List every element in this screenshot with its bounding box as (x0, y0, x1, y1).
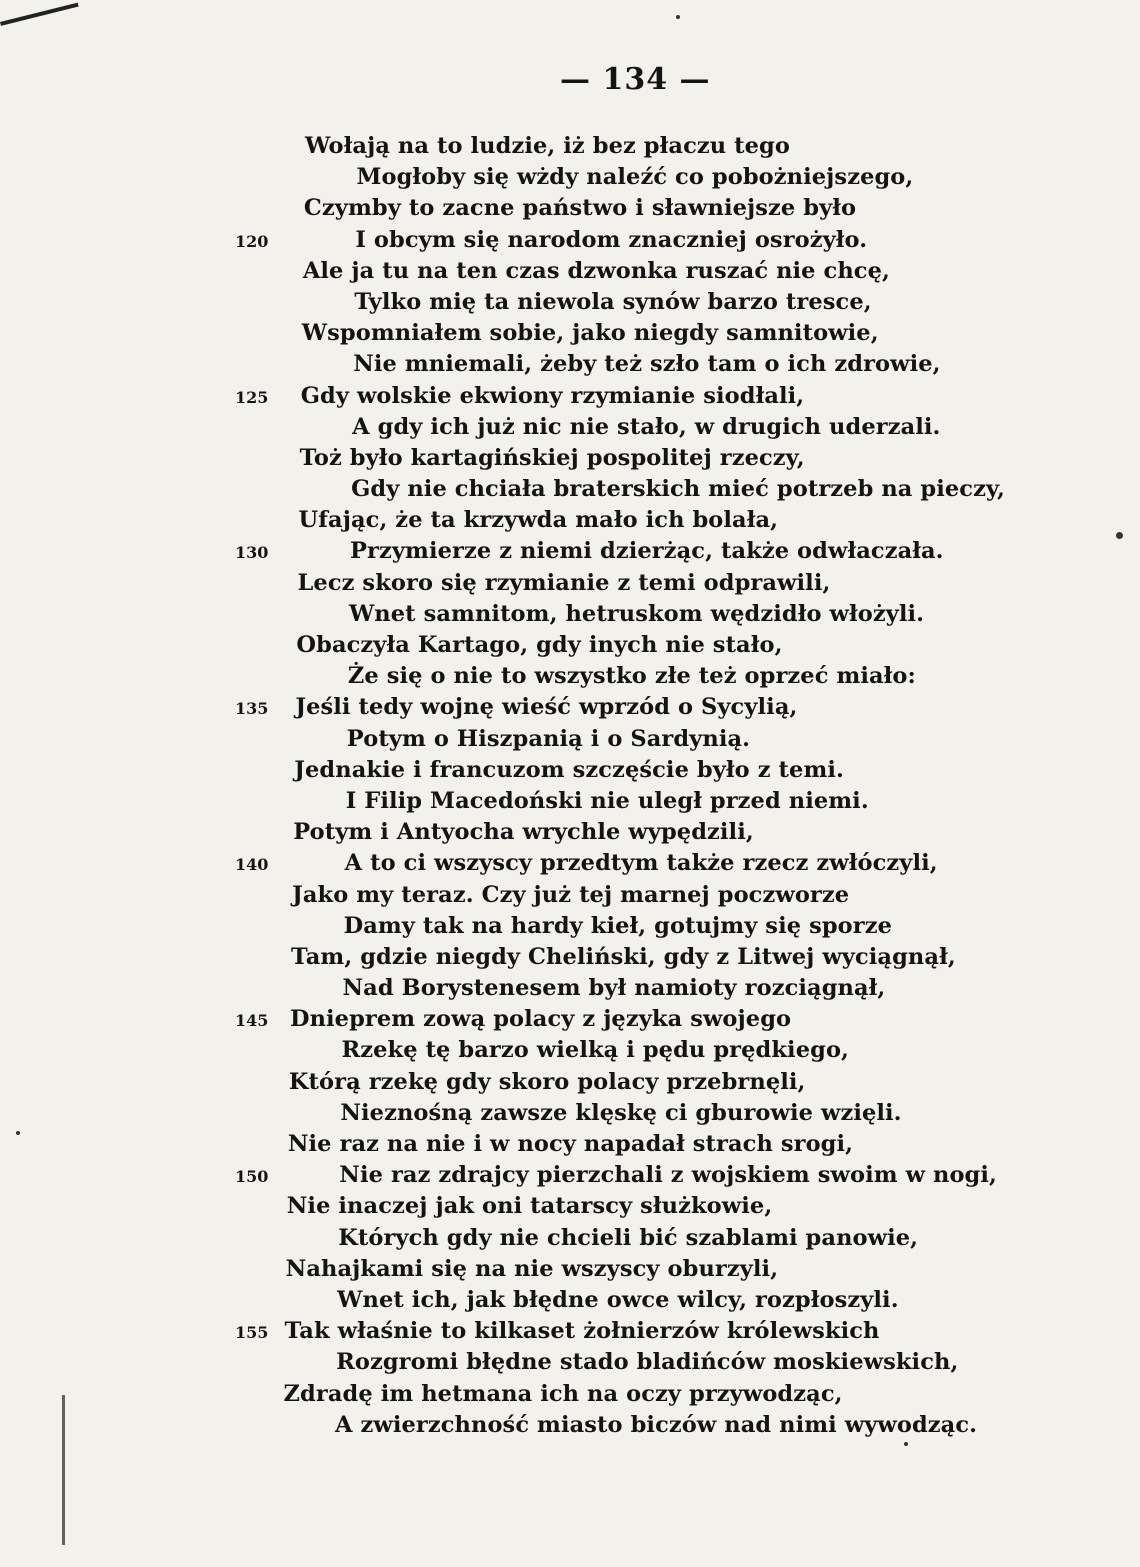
verse-text: Rozgromi błędne stado bladińców moskiewskich, (336, 1349, 959, 1376)
verse-text: Ale ja tu na ten czas dzwonka ruszać nie chcę, (302, 257, 890, 284)
poem-line (0, 381, 1140, 412)
poem-line (0, 661, 1140, 692)
poem-line (0, 162, 1140, 193)
verse-text: Gdy nie chciała braterskich mieć potrzeb na pieczy, (351, 476, 1005, 503)
verse-text: Ufając, że ta krzywda mało ich bolała, (298, 507, 779, 534)
verse-text: Tak właśnie to kilkaset żołnierzów królewskich (284, 1318, 880, 1345)
poem-line (0, 287, 1140, 318)
verse-text: Jeśli tedy wojnę wieść wprzód o Sycylią, (295, 694, 798, 721)
line-number: 130 (235, 543, 269, 563)
line-number: 125 (235, 387, 269, 407)
poem-line (0, 131, 1140, 162)
poem-line (0, 1379, 1140, 1410)
poem-line (0, 225, 1140, 256)
verse-text: Nahajkami się na nie wszyscy oburzyli, (285, 1255, 779, 1282)
verse-text: Rzekę tę barzo wielką i pędu prędkiego, (341, 1037, 849, 1064)
poem-line (0, 1347, 1140, 1378)
verse-text: Damy tak na hardy kieł, gotujmy się sporze (343, 912, 893, 939)
verse-text: Że się o nie to wszystko złe też oprzeć miało: (347, 663, 916, 690)
poem-line (0, 911, 1140, 942)
verse-text: A zwierzchność miasto biczów nad nimi wywodząc. (335, 1411, 978, 1438)
verse-text: Potym o Hiszpanią i o Sardynią. (346, 725, 751, 752)
verse-text: Nieznośną zawsze klęskę ci gburowie wzięli. (340, 1099, 902, 1126)
poem-line (0, 318, 1140, 349)
verse-text: Tam, gdzie niegdy Cheliński, gdy z Litwej wyciągnął, (291, 943, 956, 970)
verse-text: Potym i Antyocha wrychle wypędzili, (293, 819, 754, 846)
line-number: 135 (235, 699, 269, 719)
verse-text: Obaczyła Kartago, gdy inych nie stało, (296, 632, 783, 658)
verse-text: Mogłoby się wżdy naleźć co pobożniejszego, (356, 164, 914, 191)
verse-text: Nie mniemali, żeby też szło tam o ich zdrowie, (353, 351, 941, 378)
verse-text: Czymby to zacne państwo i sławniejsze było (303, 195, 857, 222)
poem-line (0, 1067, 1140, 1098)
line-number: 150 (235, 1167, 269, 1187)
line-number: 120 (235, 231, 269, 251)
poem-line (0, 1254, 1140, 1285)
verse-text: Wspomniałem sobie, jako niegdy samnitowie, (301, 320, 879, 347)
poem-line (0, 1098, 1140, 1129)
page-number-header: — 134 — (560, 62, 711, 97)
poem-line (0, 786, 1140, 817)
verse-text: I Filip Macedoński nie uległ przed niemi. (345, 787, 869, 814)
line-number: 140 (235, 855, 269, 875)
poem-line (0, 1410, 1140, 1441)
poem-line (0, 724, 1140, 755)
poem-line (0, 1160, 1140, 1191)
verse-text: Jednakie i francuzom szczęście było z temi. (294, 756, 844, 783)
line-number: 145 (235, 1011, 269, 1031)
poem-line (0, 256, 1140, 287)
poem-line (0, 412, 1140, 443)
poem-line (0, 349, 1140, 380)
scan-speck (676, 15, 680, 19)
poem-line (0, 692, 1140, 723)
verse-text: Wnet samnitom, hetruskom wędzidło włożyli. (348, 600, 925, 627)
verse-text: Przymierze z niemi dzierżąc, także odwłaczała. (350, 538, 944, 565)
poem-line (0, 568, 1140, 599)
poem-line (0, 848, 1140, 879)
poem-line (0, 1285, 1140, 1316)
poem-line (0, 973, 1140, 1004)
verse-text: Wnet ich, jak błędne owce wilcy, rozpłoszyli. (337, 1286, 899, 1313)
verse-text: Którą rzekę gdy skoro polacy przebrnęli, (288, 1068, 806, 1095)
verse-text: Toż było kartagińskiej pospolitej rzeczy, (299, 444, 805, 471)
verse-text: Jako my teraz. Czy już tej marnej poczworze (292, 881, 850, 908)
verse-text: A to ci wszyscy przedtym także rzecz zwłóczyli, (344, 850, 938, 877)
verse-text: A gdy ich już nic nie stało, w drugich uderzali. (352, 413, 941, 440)
verse-text: Których gdy nie chcieli bić szablami panowie, (338, 1224, 919, 1251)
poem-line (0, 630, 1140, 661)
verse-text: Wołają na to ludzie, iż bez płaczu tego (305, 133, 790, 159)
poem-line (0, 1316, 1140, 1347)
poem-line (0, 817, 1140, 848)
verse-text: Tylko mię ta niewola synów barzo tresce, (354, 288, 872, 315)
poem-line (0, 443, 1140, 474)
poem-line (0, 474, 1140, 505)
poem-line (0, 1035, 1140, 1066)
poem-text (0, 131, 1140, 1441)
poem-line (0, 755, 1140, 786)
line-number: 155 (235, 1323, 269, 1343)
poem-line (0, 599, 1140, 630)
verse-text: Zdradę im hetmana ich na oczy przywodząc, (283, 1380, 843, 1407)
poem-line (0, 505, 1140, 536)
poem-line (0, 1191, 1140, 1222)
verse-text: Nie inaczej jak oni tatarscy służkowie, (286, 1193, 773, 1220)
poem-line (0, 942, 1140, 973)
verse-text: Gdy wolskie ekwiony rzymianie siodłali, (300, 382, 805, 409)
poem-line (0, 1004, 1140, 1035)
poem-line (0, 1129, 1140, 1160)
verse-text: Nad Borystenesem był namioty rozciągnął, (342, 975, 886, 1002)
scan-speck (904, 1442, 908, 1446)
verse-text: Nie raz zdrajcy pierzchali z wojskiem swoim w nogi, (339, 1162, 997, 1189)
poem-line (0, 1223, 1140, 1254)
verse-text: I obcym się narodom znaczniej osrożyło. (355, 226, 868, 253)
verse-text: Lecz skoro się rzymianie z temi odprawili, (297, 569, 831, 596)
scan-mark-top-left (0, 3, 79, 26)
verse-text: Nie raz na nie i w nocy napadał strach srogi, (287, 1131, 854, 1157)
poem-line (0, 880, 1140, 911)
poem-line (0, 536, 1140, 567)
verse-text: Dnieprem zową polacy z języka swojego (289, 1006, 792, 1033)
poem-line (0, 193, 1140, 224)
